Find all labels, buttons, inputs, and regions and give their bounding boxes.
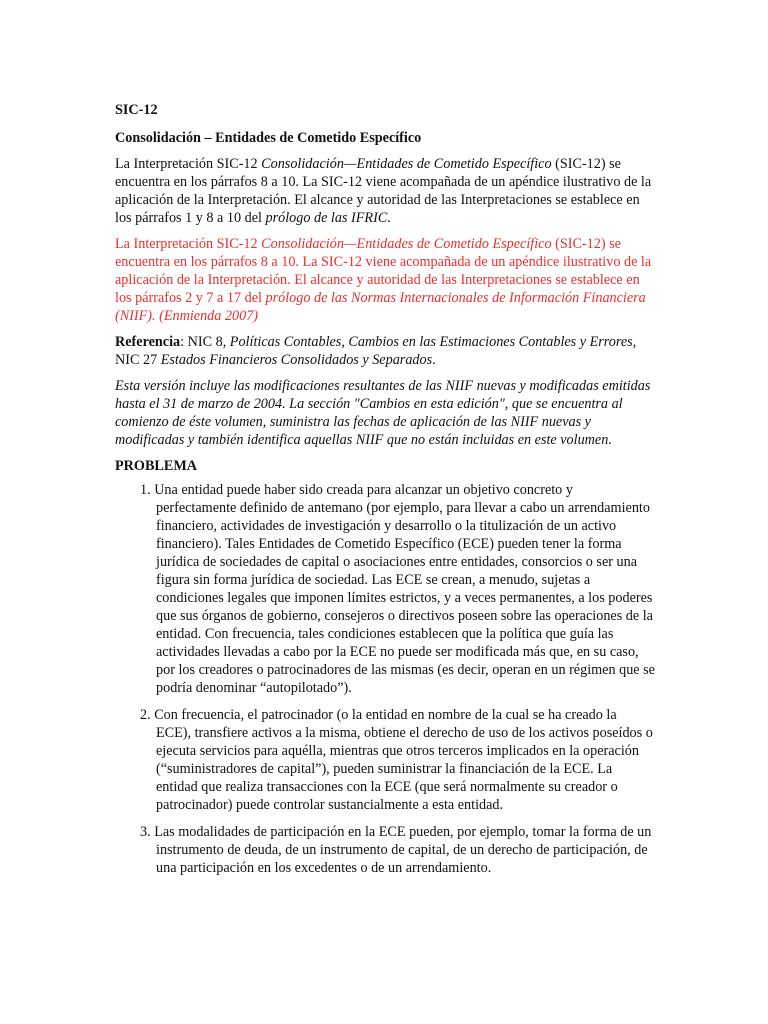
item-text: Una entidad puede haber sido creada para alcanzar un objetivo concreto y perfectamente definido de antemano (por ejemplo, para llevar a cabo un arrendamiento financiero, actividades de investigación y desarrollo o la titulización de un activo financiero). Tales Entidades de Cometido Específico (ECE) pueden tener la forma jurídica de sociedades de capital o asociaciones entre entidades, consorcios o ser una figura sin forma jurídica de sociedad. Las ECE se crean, a menudo, sujetas a condiciones legales que imponen límites estrictos, y a veces permanentes, a los poderes que sus órganos de gobierno, consejeros o directivos poseen sobre las operaciones de la entidad. Con frecuencia, tales condiciones establecen que la política que guía las actividades llevadas a cabo por la ECE no puede ser modificada más que, en su caso, por los creadores o patrocinadores de las mismas (es decir, operan en un régimen que se podría denominar “autopilotado”). [154,482,655,696]
ifric-preface-ref: prólogo de las IFRIC [265,210,388,226]
amended-interpretation-title: Consolidación—Entidades de Cometido Específico [261,236,552,252]
amended-intro-paragraph: La Interpretación SIC-12 Consolidación—Entidades de Cometido Específico (SIC-12) se encuentra en los párrafos 8 a 10. La SIC-12 viene acompañada de un apéndice ilustrativo de la aplicación de la Interpretación. El alcance y autoridad de las Interpretaciones se establece en los párrafos 2 y 7 a 17 del prólogo de las Normas Internacionales de Información Financiera (NIIF). (Enmienda 2007) [115,236,652,324]
interpretation-title: Consolidación—Entidades de Cometido Específico [261,156,552,172]
item-number: 2. [140,707,151,723]
document-page [115,101,655,886]
reference-label: Referencia [115,334,181,350]
document-title: Consolidación – Entidades de Cometido Específico [115,130,422,146]
problem-heading: PROBLEMA [115,458,197,474]
niif-preface-ref: prólogo de las Normas Internacionales de Información Financiera (NIIF). (Enmienda 2007) [115,290,646,324]
list-item [115,823,655,877]
version-note: Esta versión incluye las modificaciones resultantes de las NIIF nuevas y modificadas emitidas hasta el 31 de marzo de 2004. La sección "Cambios en esta edición", que se encuentra al comienzo de éste volumen, suministra las fechas de aplicación de las NIIF nuevas y modificadas y también identifica aquellas NIIF que no están incluidas en este volumen. [115,378,651,448]
list-item [115,706,655,814]
item-number: 1. [140,482,151,498]
reference-paragraph: Referencia: NIC 8, Políticas Contables, Cambios en las Estimaciones Contables y Errores, NIC 27 Estados Financieros Consolidados y Separados. [115,334,637,368]
item-number: 3. [140,824,151,840]
standard-code: SIC-12 [115,102,158,118]
item-text: Las modalidades de participación en la ECE pueden, por ejemplo, tomar la forma de un instrumento de deuda, de un instrumento de capital, de un derecho de participación, de una participación en los excedentes o de un arrendamiento. [154,824,652,876]
item-text: Con frecuencia, el patrocinador (o la entidad en nombre de la cual se ha creado la ECE), transfiere activos a la misma, obtiene el derecho de uso de los activos poseídos o ejecuta servicios para aquélla, mientras que otros terceros implicados en la operación (“suministradores de capital”), pueden suministrar la financiación de la ECE. La entidad que realiza transacciones con la ECE (que será normalmente su creador o patrocinador) puede controlar sustancialmente a esta entidad. [154,707,653,813]
problem-list [115,481,655,877]
intro-paragraph: La Interpretación SIC-12 Consolidación—Entidades de Cometido Específico (SIC-12) se encuentra en los párrafos 8 a 10. La SIC-12 viene acompañada de un apéndice ilustrativo de la aplicación de la Interpretación. El alcance y autoridad de las Interpretaciones se establece en los párrafos 1 y 8 a 10 del prólogo de las IFRIC. [115,156,652,226]
list-item [115,481,655,697]
